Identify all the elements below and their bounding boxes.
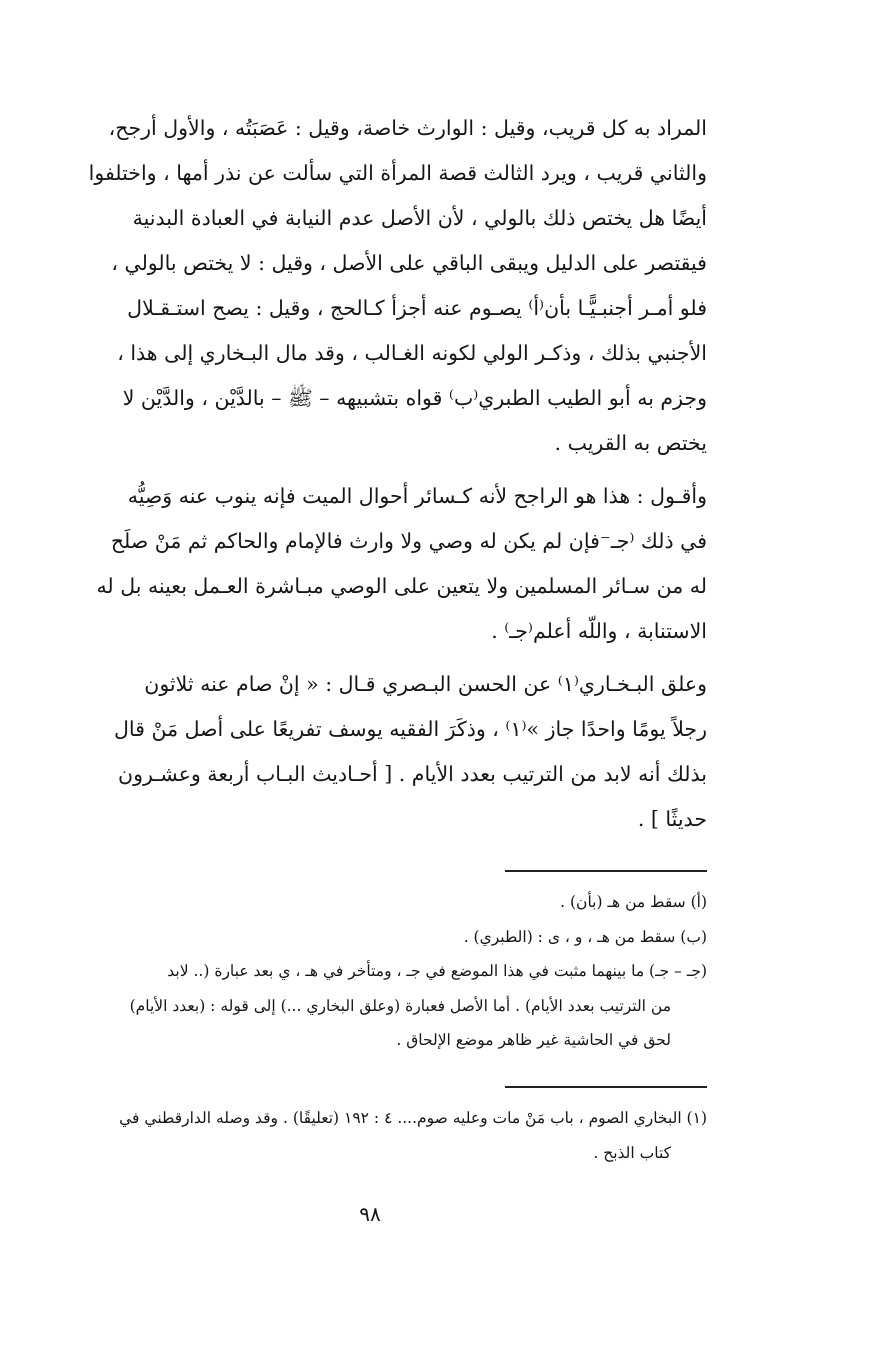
text-line: المراد به كل قريب، وقيل : الوارث خاصة، وقيل : عَصَبَتُه ، والأول أرجح، (108, 116, 707, 140)
text-line: وأقـول : هذا هو الراجح لأنه كـسائر أحوال الميت فإنه ينوب عنه وَصِيُّه (127, 484, 707, 508)
paragraph-1 (88, 106, 707, 466)
footnote-line: لحق في الحاشية غير ظاهر موضع الإلحاق . (396, 1031, 671, 1049)
text-line: فلو أمـر أجنبـيًّـا بأن⁽أ⁾ يصـوم عنه أجزأ كـالحج ، وقيل : يصح استـقـلال (127, 296, 707, 320)
text-line: في ذلك ⁽جـ⁻فإن لم يكن له وصي ولا وارث فالإمام والحاكم ثم مَنْ صلَح (110, 529, 707, 553)
footnote-line: (جـ – جـ) ما بينهما مثبت في هذا الموضع في جـ ، ومتأخر في هـ ، ي بعد عبارة (.. لابد (167, 962, 707, 980)
text-line: له من سـائر المسلمين ولا يتعين على الوصي مبـاشرة العـمل بعينه بل له (96, 574, 707, 598)
paragraph-gap (173, 654, 707, 662)
page-number: ٩٨ (359, 1202, 381, 1226)
source-footnotes (119, 1101, 707, 1170)
footnote-line: (أ) سقط من هـ (بأن) . (560, 893, 707, 911)
variant-footnotes (129, 885, 707, 1058)
main-text (88, 106, 707, 842)
text-line: فيقتصر على الدليل ويبقى الباقي على الأصل ، وقيل : لا يختص بالولي ، (111, 251, 707, 275)
text-line: رجلاً يومًا واحدًا جاز »⁽١⁾ ، وذكَرَ الفقيه يوسف تفريعًا على أصل مَنْ قال (114, 717, 707, 741)
text-line: الأجنبي بذلك ، وذكـر الولي لكونه الغـالب ، وقد مال البـخاري إلى هذا ، (117, 341, 707, 365)
text-line: أيضًا هل يختص ذلك بالولي ، لأن الأصل عدم النيابة في العبادة البدنية (132, 206, 707, 230)
text-line: بذلك أنه لابد من الترتيب بعدد الأيام . [ أحـاديث البـاب أربعة وعشـرون (118, 762, 707, 786)
paragraph-3 (114, 662, 707, 842)
footnote-line: من الترتيب بعدد الأيام) . أما الأصل فعبارة (وعلق البخاري ...) إلى قوله : (بعدد الأيام) (129, 996, 671, 1015)
footnote-line: كتاب الذبح . (593, 1143, 671, 1162)
paragraph-gap (173, 466, 707, 474)
text-line: والثاني قريب ، ويرد الثالث قصة المرأة التي سألت عن نذر أمها ، واختلفوا (88, 161, 707, 185)
text-line: وجزم به أبو الطيب الطبري⁽ب⁾ قواه بتشبيهه – ﷺ – بالدَّيْن ، والدَّيْن لا (122, 386, 707, 410)
footnote-line: (ب) سقط من هـ ، و ، ى : (الطبري) . (463, 927, 707, 946)
paragraph-2 (96, 474, 707, 654)
footnote-divider (505, 870, 707, 872)
text-line: حديثًا ] . (637, 807, 707, 831)
text-line: الاستنابة ، واللّه أعلم⁽جـ⁾ . (491, 619, 707, 643)
footnote-line: (١) البخاري الصوم ، باب مَنْ مات وعليه صوم.... ٤ : ١٩٢ (تعليقًا) . وقد وصله الدارقطني في (119, 1109, 707, 1127)
text-line: يختص به القريب . (554, 431, 707, 455)
footnote-divider (505, 1086, 707, 1088)
text-line: وعلق البـخـاري⁽١⁾ عن الحسن البـصري قـال : « إنْ صام عنه ثلاثون (144, 672, 707, 696)
